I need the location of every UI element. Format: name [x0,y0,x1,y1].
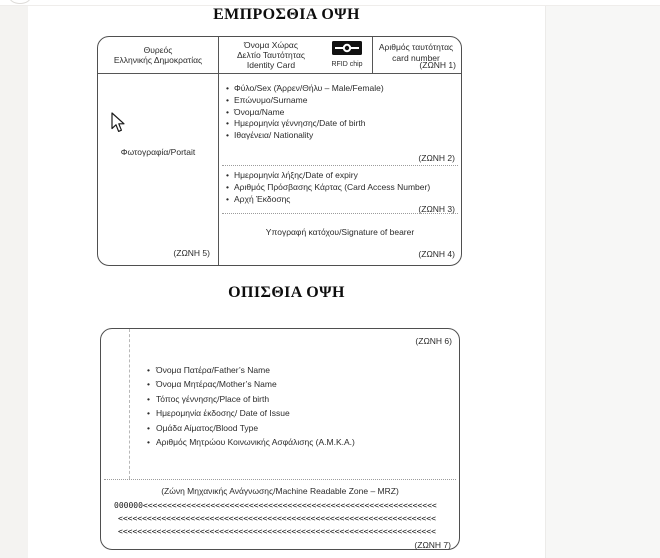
list-item: • Όνομα Μητέρας/Mother’s Name [147,377,355,391]
list-item: • Αρχή Έκδοσης [220,194,430,206]
zone-2-field-list [220,83,384,142]
back-card-dashed-divider [129,329,130,479]
mrz-line-3: <<<<<<<<<<<<<<<<<<<<<<<<<<<<<<<<<<<<<<<<<<<<<<<<<<<<<<<<<<<<<<<<<< [118,527,436,536]
country-line2: Δελτίο Ταυτότητας [236,49,306,60]
list-item: • Ημερομηνία λήξης/Date of expiry [220,170,430,182]
card-number-line2: card number [392,52,440,63]
zone-3-field-list [220,170,430,205]
id-card-back-diagram [100,328,460,550]
front-card-vertical-divider [218,37,219,265]
zone-7-label: (ΖΩΝΗ 7) [414,540,451,550]
rfid-chip-label: RFID chip [331,61,363,68]
list-item: • Ημερομηνία γέννησης/Date of birth [220,118,384,130]
front-side-title: ΕΜΠΡΟΣΘΙΑ ΟΨΗ [213,6,360,23]
list-item: • Ημερομηνία έκδοσης/ Date of Issue [147,406,355,420]
zone-2-label: (ΖΩΝΗ 2) [418,153,455,163]
country-line3: Identity Card [246,59,296,70]
front-card-right-area [220,74,460,264]
photo-area-label: Φωτογραφία/Portait [120,147,196,157]
page-top-decoration [9,0,31,4]
list-item: • Τόπος γέννησης/Place of birth [147,392,355,406]
mrz-line-2: <<<<<<<<<<<<<<<<<<<<<<<<<<<<<<<<<<<<<<<<<<<<<<<<<<<<<<<<<<<<<<<<<< [118,514,436,523]
list-item: • Αριθμός Μητρώου Κοινωνικής Ασφάλισης (Α.Μ.Κ.Α.) [147,435,355,449]
list-item: • Όνομα Πατέρα/Father’s Name [147,363,355,377]
back-side-title: ΟΠΙΣΘΙΑ ΟΨΗ [228,284,345,301]
country-name-cell [222,41,320,70]
coat-of-arms-cell [98,37,218,73]
zone-3-4-divider [222,213,458,214]
coat-of-arms-label-line2: Ελληνικής Δημοκρατίας [113,55,203,65]
country-line1: Όνομα Χώρας [244,40,298,50]
card-number-line1: Αριθμός ταυτότητας [378,42,454,52]
page-margin-right [545,6,660,558]
list-item: • Όνομα/Name [220,107,384,119]
zone-6-label: (ΖΩΝΗ 6) [415,336,452,346]
mouse-cursor-icon [111,112,126,133]
list-item: • Ιθαγένεια/ Nationality [220,130,384,142]
mrz-line-1: 000000<<<<<<<<<<<<<<<<<<<<<<<<<<<<<<<<<<<<<<<<<<<<<<<<<<<<<<<<<<<<< [114,501,437,510]
back-field-list [147,363,355,449]
front-card-header-vertical-divider [372,37,373,73]
zone-3-label: (ΖΩΝΗ 3) [418,204,455,214]
rfid-chip-cell [324,41,370,69]
list-item: • Επώνυμο/Surname [220,95,384,107]
signature-area-label: Υπογραφή κατόχου/Signature of bearer [265,227,415,237]
coat-of-arms-label-line1: Θυρεός [143,44,173,55]
id-card-front-diagram [97,36,462,266]
list-item: • Φύλο/Sex (Άρρεν/Θήλυ – Male/Female) [220,83,384,95]
list-item: • Ομάδα Αίματος/Blood Type [147,421,355,435]
list-item: • Αριθμός Πρόσβασης Κάρτας (Card Access Number) [220,182,430,194]
zone-2-3-divider [222,165,458,166]
mrz-divider [104,479,456,480]
rfid-chip-icon [332,42,362,59]
zone-1-label: (ΖΩΝΗ 1) [419,60,456,70]
zone-5-label: (ΖΩΝΗ 5) [173,248,210,258]
mrz-caption: (Ζώνη Μηχανικής Ανάγνωσης/Machine Readable Zone – MRZ) [161,486,399,496]
zone-4-label: (ΖΩΝΗ 4) [418,249,455,259]
page-margin-left [0,6,28,558]
